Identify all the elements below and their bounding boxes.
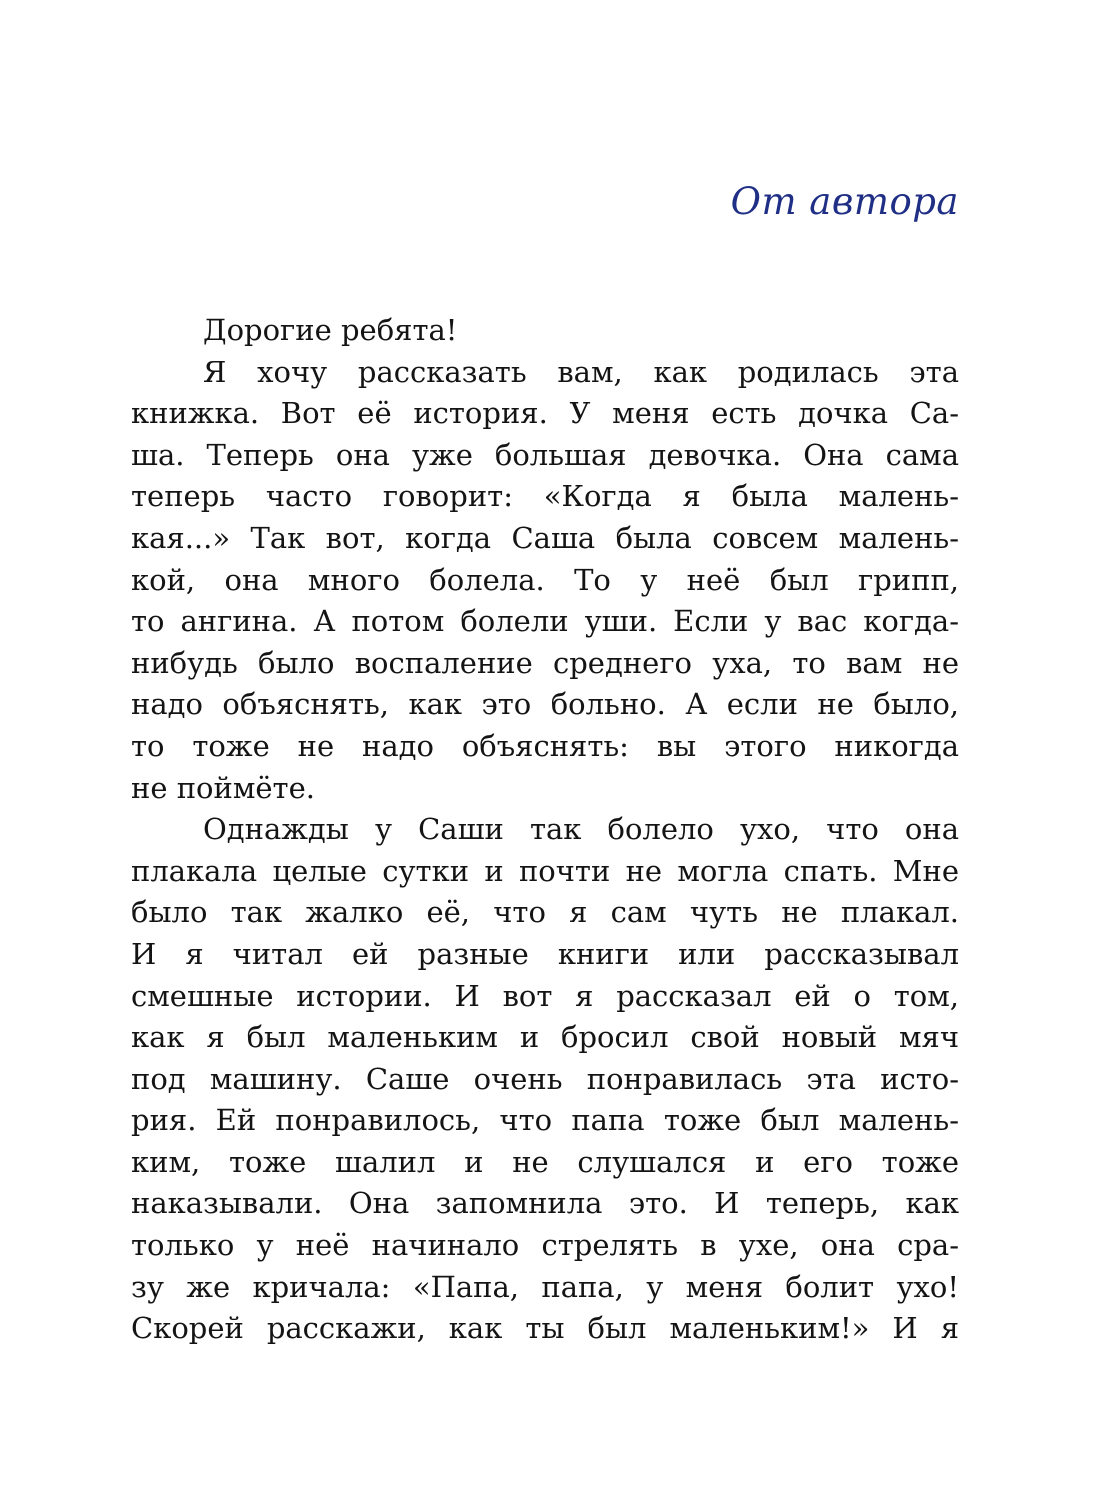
text-line: книжка. Вот её история. У меня есть дочка Са-: [131, 396, 959, 431]
text-line: ким, тоже шалил и не слушался и его тоже: [131, 1144, 959, 1179]
text-line: плакала целые сутки и почти не могла спать. Мне: [131, 853, 959, 888]
text-line: рия. Ей понравилось, что папа тоже был малень-: [131, 1103, 959, 1138]
text-line: зу же кричала: «Папа, папа, у меня болит ухо!: [131, 1269, 959, 1304]
chapter-title: От автора: [730, 180, 959, 223]
text-line: только у неё начинало стрелять в ухе, она сра-: [131, 1228, 959, 1263]
text-line: надо объяснять, как это больно. А если не было,: [131, 687, 959, 722]
text-line: теперь часто говорит: «Когда я была малень-: [131, 479, 959, 514]
text-line: кой, она много болела. То у неё был грипп,: [131, 562, 959, 597]
text-line: наказывали. Она запомнила это. И теперь, как: [131, 1186, 959, 1221]
text-line: как я был маленьким и бросил свой новый мяч: [131, 1020, 959, 1055]
text-line: смешные истории. И вот я рассказал ей о том,: [131, 978, 959, 1013]
body-text: [131, 310, 959, 1350]
text-line: было так жалко её, что я сам чуть не плакал.: [131, 895, 959, 930]
text-line: Однажды у Саши так болело ухо, что она: [203, 812, 959, 847]
text-line: ша. Теперь она уже большая девочка. Она сама: [131, 437, 959, 472]
text-line: то ангина. А потом болели уши. Если у вас когда-: [131, 604, 959, 639]
text-line: под машину. Саше очень понравилась эта исто-: [131, 1061, 959, 1096]
text-line: нибудь было воспаление среднего уха, то вам не: [131, 645, 959, 680]
text-line: Скорей расскажи, как ты был маленьким!» И я: [131, 1311, 959, 1346]
text-line: Я хочу рассказать вам, как родилась эта: [203, 354, 959, 389]
text-line: то тоже не надо объяснять: вы этого никогда: [131, 728, 959, 763]
text-line: Дорогие ребята!: [203, 313, 458, 347]
text-line: кая...» Так вот, когда Саша была совсем малень-: [131, 520, 959, 555]
text-line: И я читал ей разные книги или рассказывал: [131, 936, 959, 971]
text-line: не поймёте.: [131, 770, 315, 805]
